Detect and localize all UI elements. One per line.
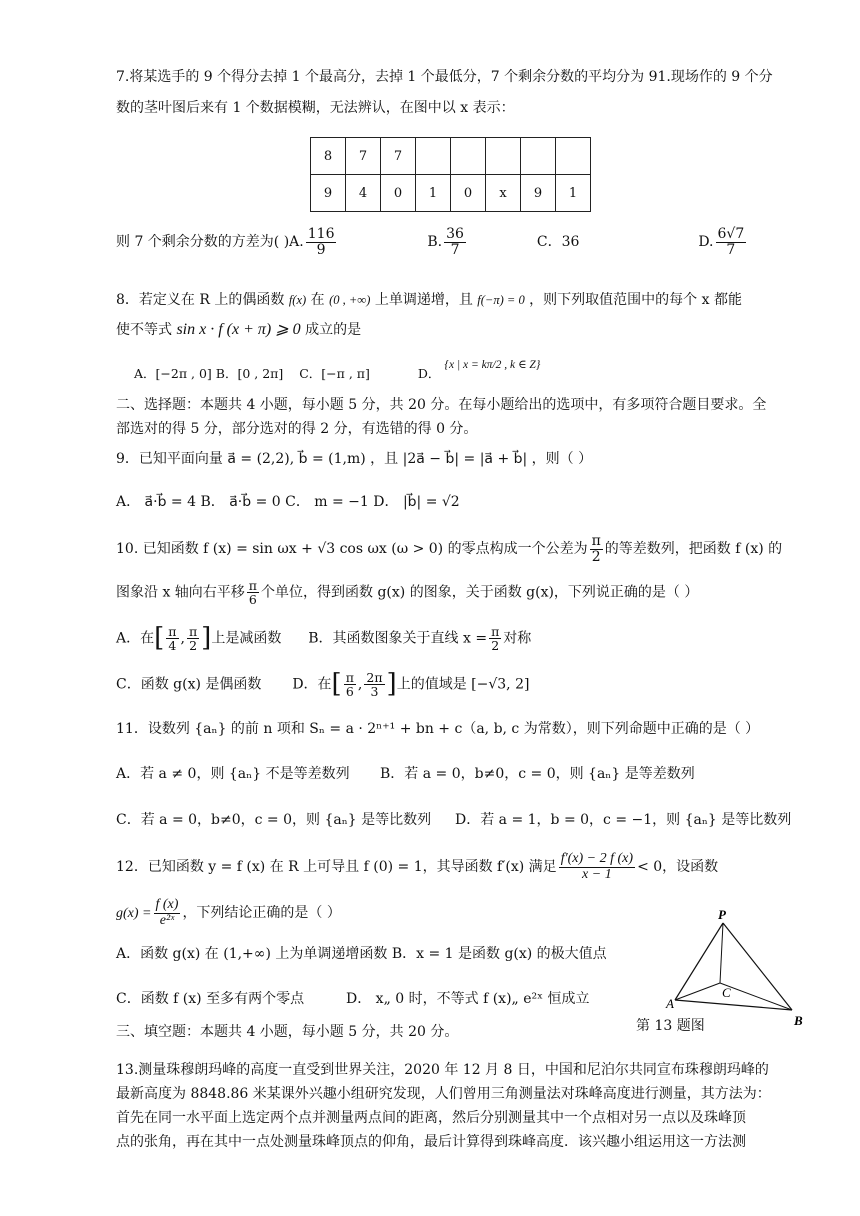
fraction-num: f′(x) − 2 f (x) bbox=[560, 851, 634, 866]
q12-line2 bbox=[116, 898, 341, 928]
q7-option-b bbox=[444, 227, 466, 257]
fraction-num: π bbox=[168, 623, 177, 639]
math: sin x · f (x + π) ⩾ 0 bbox=[176, 321, 301, 338]
q8-options bbox=[134, 359, 541, 383]
q12-options-ab: A．函数 g(x) 在 (1,+∞) 上为单调递增函数 B．x = 1 是函数 g(x) 的极大值点 bbox=[116, 946, 607, 962]
fraction-num: 2π bbox=[366, 669, 383, 685]
table-cell: 9 bbox=[311, 175, 346, 212]
fraction bbox=[489, 625, 501, 652]
text: B．其函数图象关于直线 x = bbox=[308, 630, 488, 647]
edge-pc bbox=[720, 923, 723, 983]
q7-option-d bbox=[716, 227, 747, 257]
q7-option-d-label: D. bbox=[698, 234, 714, 251]
fraction bbox=[344, 671, 356, 698]
bracket: ] bbox=[201, 623, 212, 653]
fraction-den: 2 bbox=[491, 638, 500, 654]
text: ，则下列取值范围中的每个 x 都能 bbox=[529, 292, 742, 308]
q12-line1 bbox=[116, 852, 718, 882]
q9-options: A． a⃗·b⃗ = 4 B． a⃗·b⃗ = 0 C． m = −1 D． |b⃗| = √2 bbox=[116, 494, 460, 510]
q10-options-ab: A．在[ $\frac{\pi}{4}$ , $\frac{\pi}{2}$ ]上是减函数 B．其函数图象关于直线 x = $\frac{\pi}{2}$ 对称 bbox=[116, 623, 532, 654]
fraction-den: x − 1 bbox=[582, 866, 612, 882]
q7-line1: 7.将某选手的 9 个得分去掉 1 个最高分，去掉 1 个最低分，7 个剩余分数的平均分为 91.现场作的 9 个分 bbox=[116, 69, 773, 85]
text: C．函数 g(x) 是偶函数 bbox=[116, 676, 262, 693]
table-row bbox=[311, 175, 591, 212]
q7-ask: 则 7 个剩余分数的方差为( )A. bbox=[116, 234, 304, 251]
table-cell bbox=[486, 138, 521, 175]
q13-line3: 首先在同一水平面上选定两个点并测量两点间的距离，然后分别测量其中一个点相对另一点以及珠峰顶 bbox=[116, 1110, 746, 1126]
text: 10. 已知函数 f (x) = sin ωx + √3 cos ωx (ω > 0) 的零点构成一个公差为 bbox=[116, 541, 588, 558]
text: 的等差数列，把函数 f (x) 的 bbox=[604, 541, 783, 558]
fraction-num: 6√7 bbox=[717, 226, 745, 242]
q11-stem: 11．设数列 {aₙ} 的前 n 项和 Sₙ = a · 2ⁿ⁺¹ + bn + c（a, b, c 为常数），则下列命题中正确的是（ ） bbox=[116, 721, 760, 737]
q13-line4: 点的张角，再在其中一点处测量珠峰顶点的仰角，最后计算得到珠峰高度．该兴趣小组运用这一方法测 bbox=[116, 1134, 746, 1150]
text: 成立的是 bbox=[305, 322, 362, 338]
table-cell: 1 bbox=[556, 175, 591, 212]
option-d: D． bbox=[417, 366, 441, 381]
q11-option-d: D．若 a = 1，b = 0，c = −1，则 {aₙ} 是等比数列 bbox=[455, 812, 792, 828]
option-c: C．[−π , π] bbox=[299, 366, 370, 381]
bracket: [ bbox=[331, 669, 342, 699]
math: (0 , +∞) bbox=[329, 293, 371, 307]
text: ，下列结论正确的是（ ） bbox=[182, 905, 341, 922]
table-cell: 4 bbox=[346, 175, 381, 212]
fraction-num: π bbox=[491, 623, 500, 639]
table-cell: 9 bbox=[521, 175, 556, 212]
q10-line2 bbox=[116, 579, 698, 606]
fraction-den: 2 bbox=[591, 548, 601, 565]
fraction-num: π bbox=[591, 533, 601, 549]
fraction-den: e²ˣ bbox=[159, 912, 175, 928]
q12-option-c: C．函数 f (x) 至多有两个零点 bbox=[116, 991, 305, 1007]
q8-line2 bbox=[116, 320, 361, 339]
edge-pa bbox=[675, 923, 723, 1000]
fraction-den: 3 bbox=[370, 684, 379, 700]
option-a: A．[−2π , 0] bbox=[134, 366, 212, 381]
fraction-den: 2 bbox=[189, 638, 198, 654]
math: g(x) = bbox=[116, 906, 152, 922]
q7-option-c: C．36 bbox=[536, 234, 580, 251]
text: < 0，设函数 bbox=[637, 859, 719, 876]
option-b: B．[0 , 2π] bbox=[215, 366, 284, 381]
text: 在 bbox=[310, 292, 325, 308]
q8-line1 bbox=[116, 292, 742, 309]
fraction-num: f (x) bbox=[155, 897, 179, 912]
label-p: P bbox=[718, 907, 726, 922]
math: f(x) bbox=[288, 293, 307, 307]
table-cell: 0 bbox=[381, 175, 416, 212]
fraction bbox=[559, 852, 635, 882]
q7-options bbox=[116, 227, 748, 257]
fraction-den: 7 bbox=[450, 241, 460, 258]
table-cell: 8 bbox=[311, 138, 346, 175]
fraction bbox=[364, 671, 384, 698]
text: 对称 bbox=[503, 630, 532, 647]
label-c: C bbox=[722, 985, 731, 1000]
text: 个单位，得到函数 g(x) 的图象，关于函数 g(x)，下列说正确的是（ ） bbox=[261, 584, 699, 601]
table-cell: 7 bbox=[381, 138, 416, 175]
q9-stem: 9．已知平面向量 a⃗ = (2,2), b⃗ = (1,m) ，且 |2a⃗ − b⃗| = |a⃗ + b⃗| ，则（ ） bbox=[116, 451, 593, 467]
fraction bbox=[590, 534, 603, 564]
q11-option-a: A．若 a ≠ 0，则 {aₙ} 不是等差数列 bbox=[116, 766, 350, 782]
fraction bbox=[166, 625, 178, 652]
math: {x | x = kπ/2 , k ∈ Z} bbox=[444, 359, 541, 371]
fraction-num: 36 bbox=[446, 226, 464, 242]
fraction-num: π bbox=[188, 623, 198, 639]
table-cell bbox=[451, 138, 486, 175]
figure-caption: 第 13 题图 bbox=[636, 1018, 705, 1034]
tetrahedron-figure bbox=[660, 905, 810, 1030]
fraction-den: 6 bbox=[248, 592, 257, 608]
fraction-den: 6 bbox=[345, 684, 354, 700]
text: 图象沿 x 轴向右平移 bbox=[116, 584, 245, 601]
fraction bbox=[154, 898, 181, 928]
section2-line2: 部选对的得 5 分，部分选对的得 2 分，有选错的得 0 分。 bbox=[116, 421, 478, 437]
section2-line1: 二、选择题：本题共 4 小题，每小题 5 分，共 20 分。在每小题给出的选项中，有多项符合题目要求。全 bbox=[116, 397, 767, 413]
text: 8．若定义在 R 上的偶函数 bbox=[116, 292, 285, 308]
text: A．在 bbox=[116, 630, 155, 647]
table-row bbox=[311, 138, 591, 175]
q13-line1: 13.测量珠穆朗玛峰的高度一直受到世界关注，2020 年 12 月 8 日，中国和尼泊尔共同宣布珠穆朗玛峰的 bbox=[116, 1062, 769, 1078]
fraction bbox=[247, 579, 259, 606]
q12-option-d: D． x„ 0 时，不等式 f (x)„ e²ˣ 恒成立 bbox=[346, 991, 590, 1007]
q11-option-b: B．若 a = 0，b≠0，c = 0，则 {aₙ} 是等差数列 bbox=[380, 766, 695, 782]
math: f(−π) = 0 bbox=[477, 293, 525, 307]
q7-option-a bbox=[306, 227, 337, 257]
text: 使不等式 bbox=[116, 322, 172, 338]
fraction-num: 116 bbox=[307, 226, 335, 242]
bracket: [ bbox=[154, 623, 165, 653]
q7-line2: 数的茎叶图后来有 1 个数据模糊，无法辨认，在图中以 x 表示： bbox=[116, 100, 515, 116]
fraction-num: π bbox=[248, 578, 258, 593]
table-cell bbox=[556, 138, 591, 175]
label-b: B bbox=[794, 1013, 803, 1028]
table-cell bbox=[416, 138, 451, 175]
table-cell: 0 bbox=[451, 175, 486, 212]
q7-option-b-label: B. bbox=[427, 234, 443, 251]
fraction bbox=[187, 625, 199, 652]
fraction-den: 7 bbox=[726, 241, 736, 258]
label-a: A bbox=[666, 996, 674, 1011]
fraction-den: 4 bbox=[168, 638, 177, 654]
table-cell: 7 bbox=[346, 138, 381, 175]
edge-ab bbox=[675, 1000, 792, 1010]
fraction-num: π bbox=[345, 669, 354, 685]
text: 12．已知函数 y = f (x) 在 R 上可导且 f (0) = 1，其导函数 f′(x) 满足 bbox=[116, 859, 557, 876]
bracket: ] bbox=[386, 669, 397, 699]
q10-options-cd: C．函数 g(x) 是偶函数 D．在[ $\frac{\pi}{6}$ , $\frac{2\pi}{3}$ ]上的值域是 [−√3, 2] bbox=[116, 669, 530, 700]
text: 上单调递增，且 bbox=[374, 292, 473, 308]
stem-leaf-table bbox=[310, 137, 591, 212]
text: 上的值域是 [−√3, 2] bbox=[396, 676, 530, 693]
text: 上是减函数 bbox=[211, 630, 282, 647]
edge-ac bbox=[675, 983, 720, 1000]
table-cell bbox=[521, 138, 556, 175]
table-cell: 1 bbox=[416, 175, 451, 212]
q13-line2: 最新高度为 8848.86 米某课外兴趣小组研究发现，人们曾用三角测量法对珠峰高度进行测量，其方法为： bbox=[116, 1086, 771, 1102]
table-cell: x bbox=[486, 175, 521, 212]
text: D．在 bbox=[292, 676, 332, 693]
q10-line1 bbox=[116, 534, 782, 564]
section3-heading: 三、填空题：本题共 4 小题，每小题 5 分，共 20 分。 bbox=[116, 1024, 459, 1040]
q11-option-c: C．若 a = 0，b≠0，c = 0，则 {aₙ} 是等比数列 bbox=[116, 812, 432, 828]
fraction-den: 9 bbox=[316, 241, 326, 258]
